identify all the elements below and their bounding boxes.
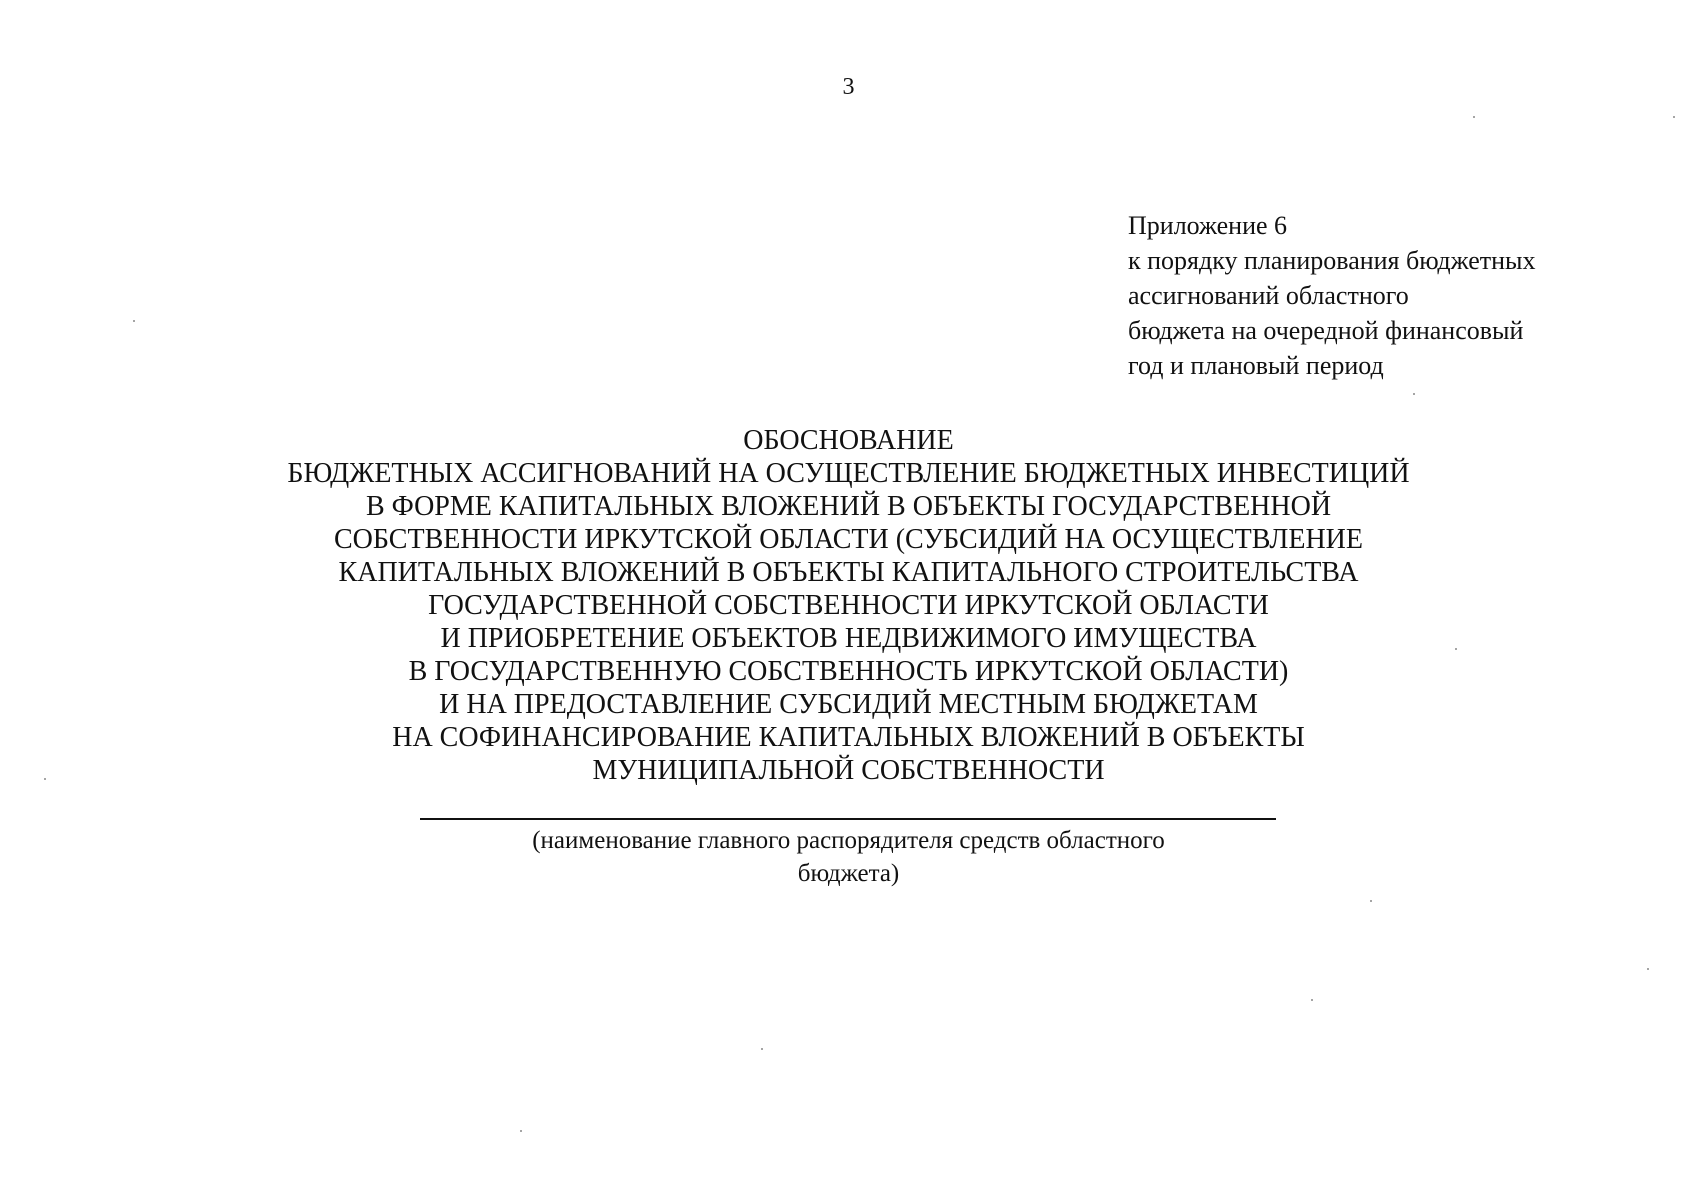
scan-speck (1455, 648, 1457, 650)
scan-speck (1413, 393, 1415, 395)
title-line: В ГОСУДАРСТВЕННУЮ СОБСТВЕННОСТЬ ИРКУТСКОЙ ОБЛАСТИ) (408, 656, 1289, 687)
document-title (0, 424, 1697, 787)
scan-speck (1370, 900, 1372, 902)
appendix-reference (1128, 208, 1648, 383)
scan-speck (761, 1048, 763, 1050)
signature-fill-line (420, 818, 1276, 820)
caption-line: бюджета) (797, 860, 900, 887)
scan-speck (133, 320, 135, 322)
title-line: МУНИЦИПАЛЬНОЙ СОБСТВЕННОСТИ (592, 755, 1105, 786)
scan-speck (1673, 116, 1675, 118)
appendix-line: Приложение 6 (1128, 211, 1288, 240)
scan-speck (520, 1130, 522, 1132)
appendix-line: год и плановый период (1128, 351, 1384, 380)
scan-speck (1311, 999, 1313, 1001)
fill-line-caption (0, 824, 1697, 890)
caption-line: (наименование главного распорядителя средств областного (532, 827, 1165, 854)
title-line: НА СОФИНАНСИРОВАНИЕ КАПИТАЛЬНЫХ ВЛОЖЕНИЙ В ОБЪЕКТЫ (392, 722, 1305, 753)
title-line: В ФОРМЕ КАПИТАЛЬНЫХ ВЛОЖЕНИЙ В ОБЪЕКТЫ ГОСУДАРСТВЕННОЙ (365, 491, 1332, 522)
appendix-line: к порядку планирования бюджетных (1128, 246, 1536, 275)
title-line: БЮДЖЕТНЫХ АССИГНОВАНИЙ НА ОСУЩЕСТВЛЕНИЕ БЮДЖЕТНЫХ ИНВЕСТИЦИЙ (287, 458, 1410, 489)
appendix-line: ассигнований областного (1128, 281, 1409, 310)
title-line: И ПРИОБРЕТЕНИЕ ОБЪЕКТОВ НЕДВИЖИМОГО ИМУЩЕСТВА (440, 623, 1257, 654)
title-line: СОБСТВЕННОСТИ ИРКУТСКОЙ ОБЛАСТИ (СУБСИДИЙ НА ОСУЩЕСТВЛЕНИЕ (334, 524, 1363, 555)
page-number: 3 (842, 74, 855, 100)
title-line: ОБОСНОВАНИЕ (743, 425, 954, 456)
scan-speck (1647, 968, 1649, 970)
appendix-line: бюджета на очередной финансовый (1128, 316, 1524, 345)
title-line: КАПИТАЛЬНЫХ ВЛОЖЕНИЙ В ОБЪЕКТЫ КАПИТАЛЬНОГО СТРОИТЕЛЬСТВА (338, 557, 1359, 588)
title-line: И НА ПРЕДОСТАВЛЕНИЕ СУБСИДИЙ МЕСТНЫМ БЮДЖЕТАМ (439, 689, 1258, 720)
scan-speck (44, 778, 46, 780)
title-line: ГОСУДАРСТВЕННОЙ СОБСТВЕННОСТИ ИРКУТСКОЙ ОБЛАСТИ (428, 590, 1269, 621)
scan-speck (1473, 116, 1475, 118)
